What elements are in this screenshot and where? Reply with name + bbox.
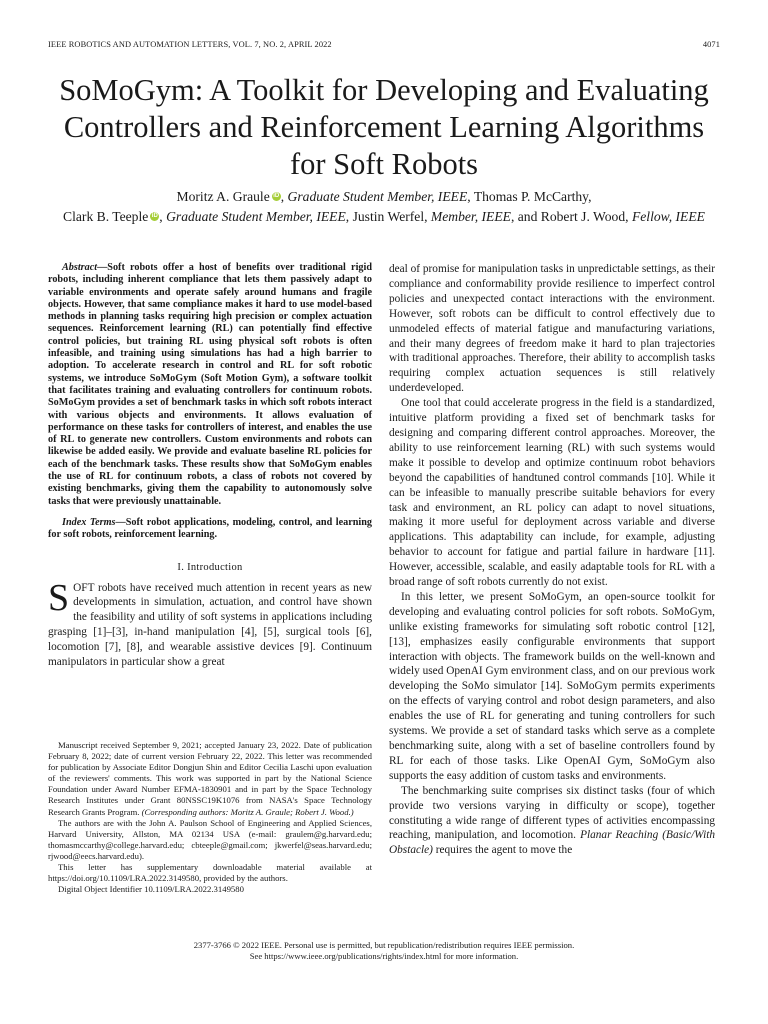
author-line-2: Clark B. Teeple iD , Graduate Student Member, IEEE, Justin Werfel, Member, IEEE, and Robert J. Wood, Fellow, IEEE <box>63 209 705 224</box>
copyright-notice <box>48 940 720 962</box>
abstract <box>48 262 372 508</box>
running-head <box>48 40 720 52</box>
body-paragraph: deal of promise for manipulation tasks in unpredictable settings, as their compliance and conformability provide resilience to imperfect control policies and unexpected contact interactions with the environment. However, soft robots can be difficult to control effectively due to unmodeled effects of material fatigue and manufacturing variations, and their many degrees of freedom make it hard to plan trajectories with traditional approaches. Therefore, their ability to accomplish tasks requiring complex actuation sequences is still relatively underdeveloped. <box>389 263 715 395</box>
index-terms-text: —Soft robot applications, modeling, control, and learning for soft robots, reinforcement learning. <box>48 516 372 541</box>
abstract-text: —Soft robots offer a host of benefits over traditional rigid robots, including inherent compliance that lets them passively adapt to variable environments and operate safely around humans and fragile objects. However, that same compliance makes it hard to use model-based methods in planning tasks requiring high precision or complex actuation sequences. Reinforcement learning (RL) can potentially find effective control policies, but training RL using physical soft robots is often infeasible, and training using simulations has had a high barrier to adoption. To accelerate research in control and RL for soft robotic systems, we introduce SoMoGym (Soft Motion Gym), a software toolkit that facilitates training and evaluating controllers for continuum robots. SoMoGym provides a set of benchmark tasks in which soft robots interact with various objects and environments. It allows evaluation of performance on these tasks for controllers of interest, and enables the use of RL to generate new controllers. Custom environments and robots can likewise be added easily. We provide and evaluate baseline RL policies for each of the benchmark tasks. These results show that SoMoGym enables the use of RL for continuum robots, a class of robots not covered by existing benchmarks, giving them the capability to autonomously solve tasks that were previously unattainable. <box>48 262 372 507</box>
author-list <box>30 187 738 227</box>
author-name: and Robert J. Wood, <box>517 209 629 224</box>
author-role: Fellow, IEEE <box>631 209 705 224</box>
body-text: The benchmarking suite comprises six distinct tasks (four of which provide two versions varying in difficulty or scope), together constituting a wide range of different types of activities encompassing reaching, manipulation, and locomotion. <box>389 784 715 842</box>
corresponding-authors: (Corresponding authors: Moritz A. Graule; Robert J. Wood.) <box>141 806 354 817</box>
author-name: Justin Werfel, <box>352 209 428 224</box>
copyright-line-1: 2377-3766 © 2022 IEEE. Personal use is permitted, but republication/redistribution requires IEEE permission. <box>193 940 575 950</box>
first-page-footnote <box>48 740 372 895</box>
footnote-manuscript <box>48 740 372 818</box>
left-column <box>48 262 372 670</box>
intro-text: OFT robots have received much attention in recent years as new developments in simulation, actuation, and control have shown the feasibility and utility of soft systems in applications including grasping [1]–[3], in-hand manipulation [4], [5], surgical tools [6], locomotion [7], [8], and wearable assistive devices [9]. Continuum manipulators in particular show a great <box>48 581 372 669</box>
body-paragraph <box>389 784 715 859</box>
drop-cap: S <box>48 576 70 619</box>
footnote-supplementary: This letter has supplementary downloadable material available at https://doi.org/10.1109/LRA.2022.3149580, provided by the authors. <box>48 862 372 884</box>
footnote-text: Manuscript received September 9, 2021; accepted January 23, 2022. Date of publication February 8, 2022; date of current version February 22, 2022. This letter was recommended for publication by Associate Editor Dongjun Shin and Editor Cecilia Laschi upon evaluation of the reviewers' comments. This work was supported in part by the National Science Foundation under Award Number EFMA-1830901 and in part by the Space Technology Research Institutes under Grant 80NSSC19K1076 from NASA's Space Technology Research Grants Program. <box>48 740 372 817</box>
author-name: Thomas P. McCarthy, <box>473 189 592 204</box>
title-line-2: Controllers and Reinforcement Learning Algorithms <box>63 110 705 144</box>
body-paragraph: One tool that could accelerate progress in the field is a standardized, intuitive platform providing a fixed set of benchmark tasks for designing and comparing different control approaches. Moreover, the ability to use reinforcement learning (RL) with such systems would make it possible to develop and optimize continuum robot behaviors beyond the capabilities of handtuned control commands [10]. While it can be infeasible to manually prescribe suitable behaviors for every task and environment, an RL policy can adapt to novel situations, making it more useful for deployment across variable and diverse applications. This adaptability can include, for example, adjusting behavior to account for fatigue and partial failure in hardware [11]. However, accessible, scalable, and easily adaptable tools for RL with a broad range of soft robots currently do not exist. <box>389 397 715 589</box>
author-name: Clark B. Teeple <box>63 209 149 224</box>
author-role: Graduate Student Member, IEEE <box>287 189 468 204</box>
title-line-3: for Soft Robots <box>289 147 479 181</box>
author-name: Moritz A. Graule <box>176 189 270 204</box>
author-role: Member, IEEE <box>430 209 511 224</box>
page-number: 4071 <box>702 40 720 49</box>
intro-paragraph <box>48 576 372 670</box>
body-text: requires the agent to move the <box>435 844 573 857</box>
journal-citation: IEEE ROBOTICS AND AUTOMATION LETTERS, VOL. 7, NO. 2, APRIL 2022 <box>48 40 332 49</box>
footnote-doi: Digital Object Identifier 10.1109/LRA.2022.3149580 <box>58 884 244 895</box>
paper-title <box>30 72 738 183</box>
index-terms <box>48 517 372 542</box>
title-line-1: SoMoGym: A Toolkit for Developing and Evaluating <box>59 73 709 107</box>
body-paragraph: In this letter, we present SoMoGym, an open-source toolkit for developing and evaluating control policies for soft robots. SoMoGym, unlike existing frameworks for simulating soft robotic control [12], [13], emphasizes easily configurable environments that support interaction with objects. The framework builds on the well-known and widely used OpenAI Gym environment class, and on our previous work developing the SoMo simulator [14]. SoMoGym permits experiments on the effects of varying control and robot design parameters, and also enables the use of RL for generating and tuning controllers for such systems. We provide a set of standard tasks which serve as a complete benchmarking suite, along with a set of baseline controllers found by RL for each of those tasks. Like OpenAI Gym, SoMoGym also supports the easy addition of custom tasks and environments. <box>389 590 715 782</box>
copyright-line-2: See https://www.ieee.org/publications/rights/index.html for more information. <box>249 951 519 962</box>
task-name: Planar Reaching (Basic/With Obstacle) <box>389 829 716 857</box>
orcid-icon[interactable]: iD <box>151 213 158 219</box>
orcid-icon[interactable]: iD <box>273 193 280 199</box>
author-role: Graduate Student Member, IEEE <box>166 209 346 224</box>
index-terms-label: Index Terms <box>62 516 116 528</box>
footnote-affiliation: The authors are with the John A. Paulson School of Engineering and Applied Sciences, Harvard University, Allston, MA 02134 USA (e-mail: graulem@g.harvard.edu; thomasmccarthy@college.harvard.edu; cbteeple@gmail.com; jkwerfel@seas.harvard.edu; rjwood@eecs.harvard.edu). <box>48 817 372 861</box>
right-column <box>389 262 715 858</box>
abstract-label: Abstract <box>62 262 98 273</box>
section-heading-introduction: I. Introduction <box>177 561 243 573</box>
author-line-1: Moritz A. Graule iD , Graduate Student Member, IEEE, Thomas P. McCarthy, <box>176 189 592 204</box>
